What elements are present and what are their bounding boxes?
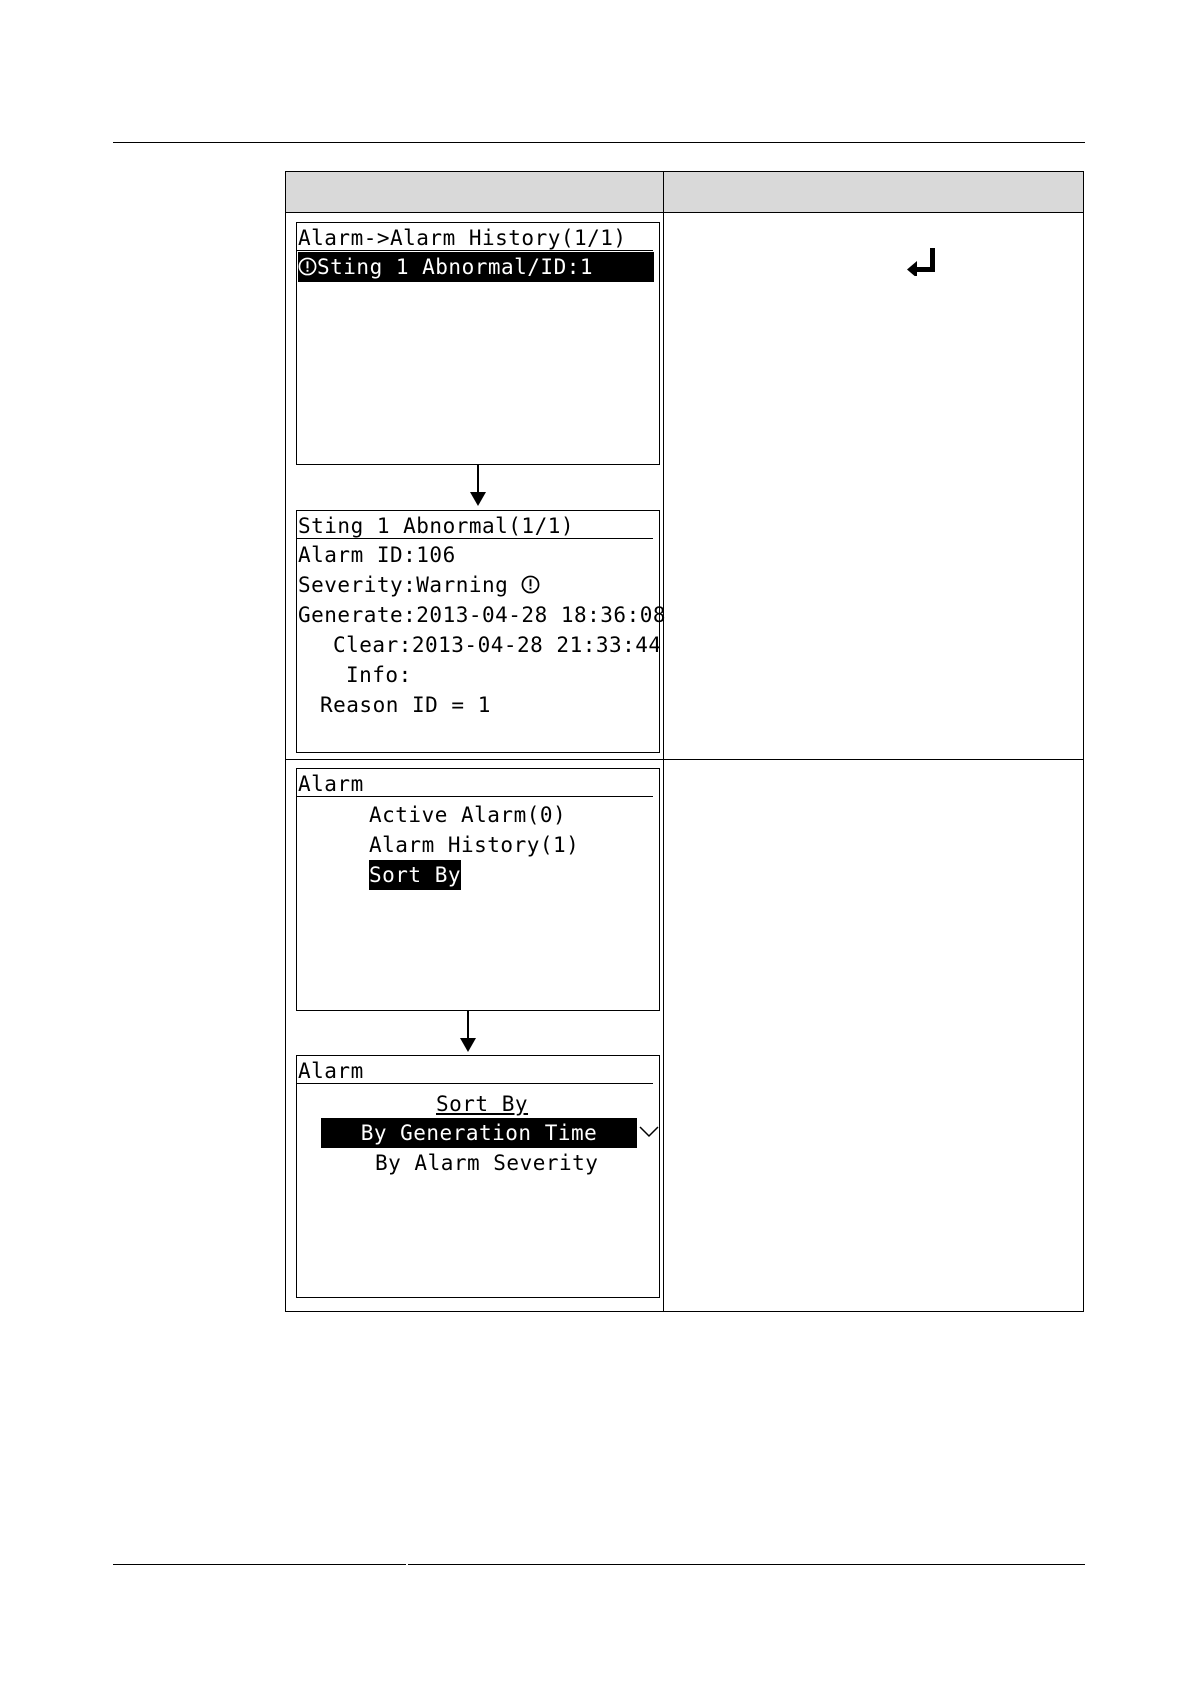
screen-title: Alarm->Alarm History(1/1) bbox=[297, 223, 653, 251]
flow-arrow-down-2 bbox=[467, 1011, 469, 1040]
lcd-screen-alarm-detail bbox=[296, 510, 667, 753]
detail-reason: Reason ID = 1 bbox=[320, 693, 491, 717]
detail-severity-row bbox=[298, 570, 540, 600]
warning-icon bbox=[298, 257, 317, 276]
sort-option-generation-time[interactable]: By Generation Time bbox=[321, 1118, 637, 1148]
footer-rule-left bbox=[113, 1564, 406, 1565]
footer-rule-right bbox=[408, 1564, 1085, 1565]
menu-item-active-alarm[interactable]: Active Alarm(0) bbox=[369, 803, 567, 827]
table-header-cell-1 bbox=[285, 171, 664, 213]
table-cell-row1-description bbox=[663, 212, 1084, 760]
screen-title: Alarm bbox=[297, 1056, 653, 1084]
table-cell-row1-screens bbox=[285, 212, 667, 760]
flow-arrow-down-1 bbox=[477, 464, 479, 494]
history-item-selected[interactable] bbox=[298, 252, 654, 282]
chevron-down-icon[interactable] bbox=[639, 1126, 659, 1138]
menu-item-alarm-history[interactable]: Alarm History(1) bbox=[369, 833, 580, 857]
sort-option-alarm-severity[interactable]: By Alarm Severity bbox=[375, 1151, 599, 1175]
sort-by-heading: Sort By bbox=[436, 1092, 529, 1116]
detail-alarm-id: Alarm ID:106 bbox=[298, 543, 456, 567]
table-cell-row2-description bbox=[663, 759, 1084, 1312]
detail-severity: Severity:Warning bbox=[298, 573, 509, 597]
header-rule bbox=[113, 142, 1085, 143]
detail-clear-time: Clear:2013-04-28 21:33:44 bbox=[333, 633, 662, 657]
screen-title: Alarm bbox=[297, 769, 653, 797]
table-cell-row2-screens bbox=[285, 759, 664, 1312]
detail-info: Info: bbox=[346, 663, 412, 687]
screen-title: Sting 1 Abnormal(1/1) bbox=[297, 511, 653, 539]
menu-item-sort-by[interactable]: Sort By bbox=[369, 860, 461, 890]
warning-icon bbox=[521, 575, 540, 594]
lcd-screen-alarm-history bbox=[296, 222, 660, 465]
procedure-table bbox=[285, 171, 1084, 1312]
table-header-cell-2 bbox=[663, 171, 1084, 213]
detail-generate-time: Generate:2013-04-28 18:36:08 bbox=[298, 603, 667, 627]
lcd-screen-alarm-menu bbox=[296, 768, 660, 1011]
enter-key-icon bbox=[905, 246, 939, 276]
history-item-label: Sting 1 Abnormal/ID:1 bbox=[317, 255, 594, 279]
lcd-screen-sort-by bbox=[296, 1055, 660, 1298]
